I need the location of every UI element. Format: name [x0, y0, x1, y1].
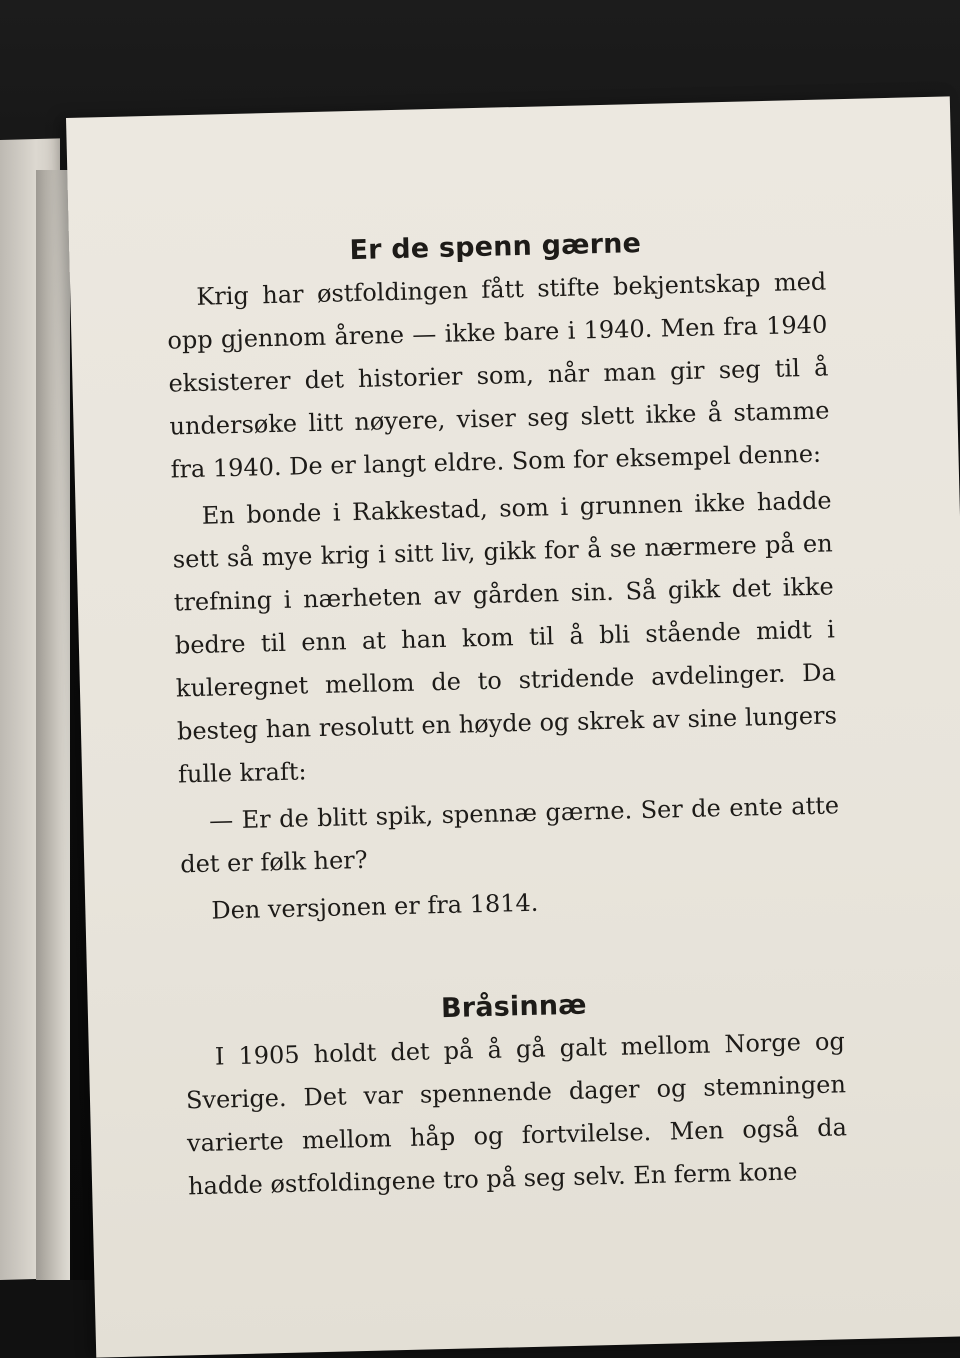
book-page	[66, 96, 960, 1357]
dialogue-line: — Er de blitt spik, spennæ gærne. Ser de ente atte det er følk her?	[179, 791, 840, 879]
section-title: Er de spenn gærne	[349, 227, 642, 267]
paragraph: Krig har østfoldingen fått stifte bekjentskap med opp gjennom årene — ikke bare i 1940. Men fra 1940 eksisterer det historier som, når man gir seg til å undersøke litt nøyere, viser seg slett ikke å stamme fra 1940. De er langt eldre. Som for eksempel denne:	[167, 267, 830, 484]
book-spine-shadow	[36, 170, 70, 1280]
section-title: Bråsinnæ	[440, 989, 588, 1025]
page-text	[165, 223, 849, 1212]
paragraph: Den versjonen er fra 1814.	[211, 888, 539, 925]
paragraph: En bonde i Rakkestad, som i grunnen ikke hadde sett så mye krig i sitt liv, gikk for å se nærmere på en trefning i nærheten av gården sin. Så gikk det ikke bedre til enn at han kom til å bli stående midt i kuleregnet mellom de to stridende avdelinger. Da besteg han resolutt en høyde og skrek av sine lungers fulle kraft:	[172, 486, 838, 789]
paragraph: I 1905 holdt det på å gå galt mellom Norge og Sverige. Det var spennende dager og stemningen varierte mellom håp og fortvilelse. Men også da hadde østfoldingene tro på seg selv. En ferm kone	[185, 1027, 848, 1201]
